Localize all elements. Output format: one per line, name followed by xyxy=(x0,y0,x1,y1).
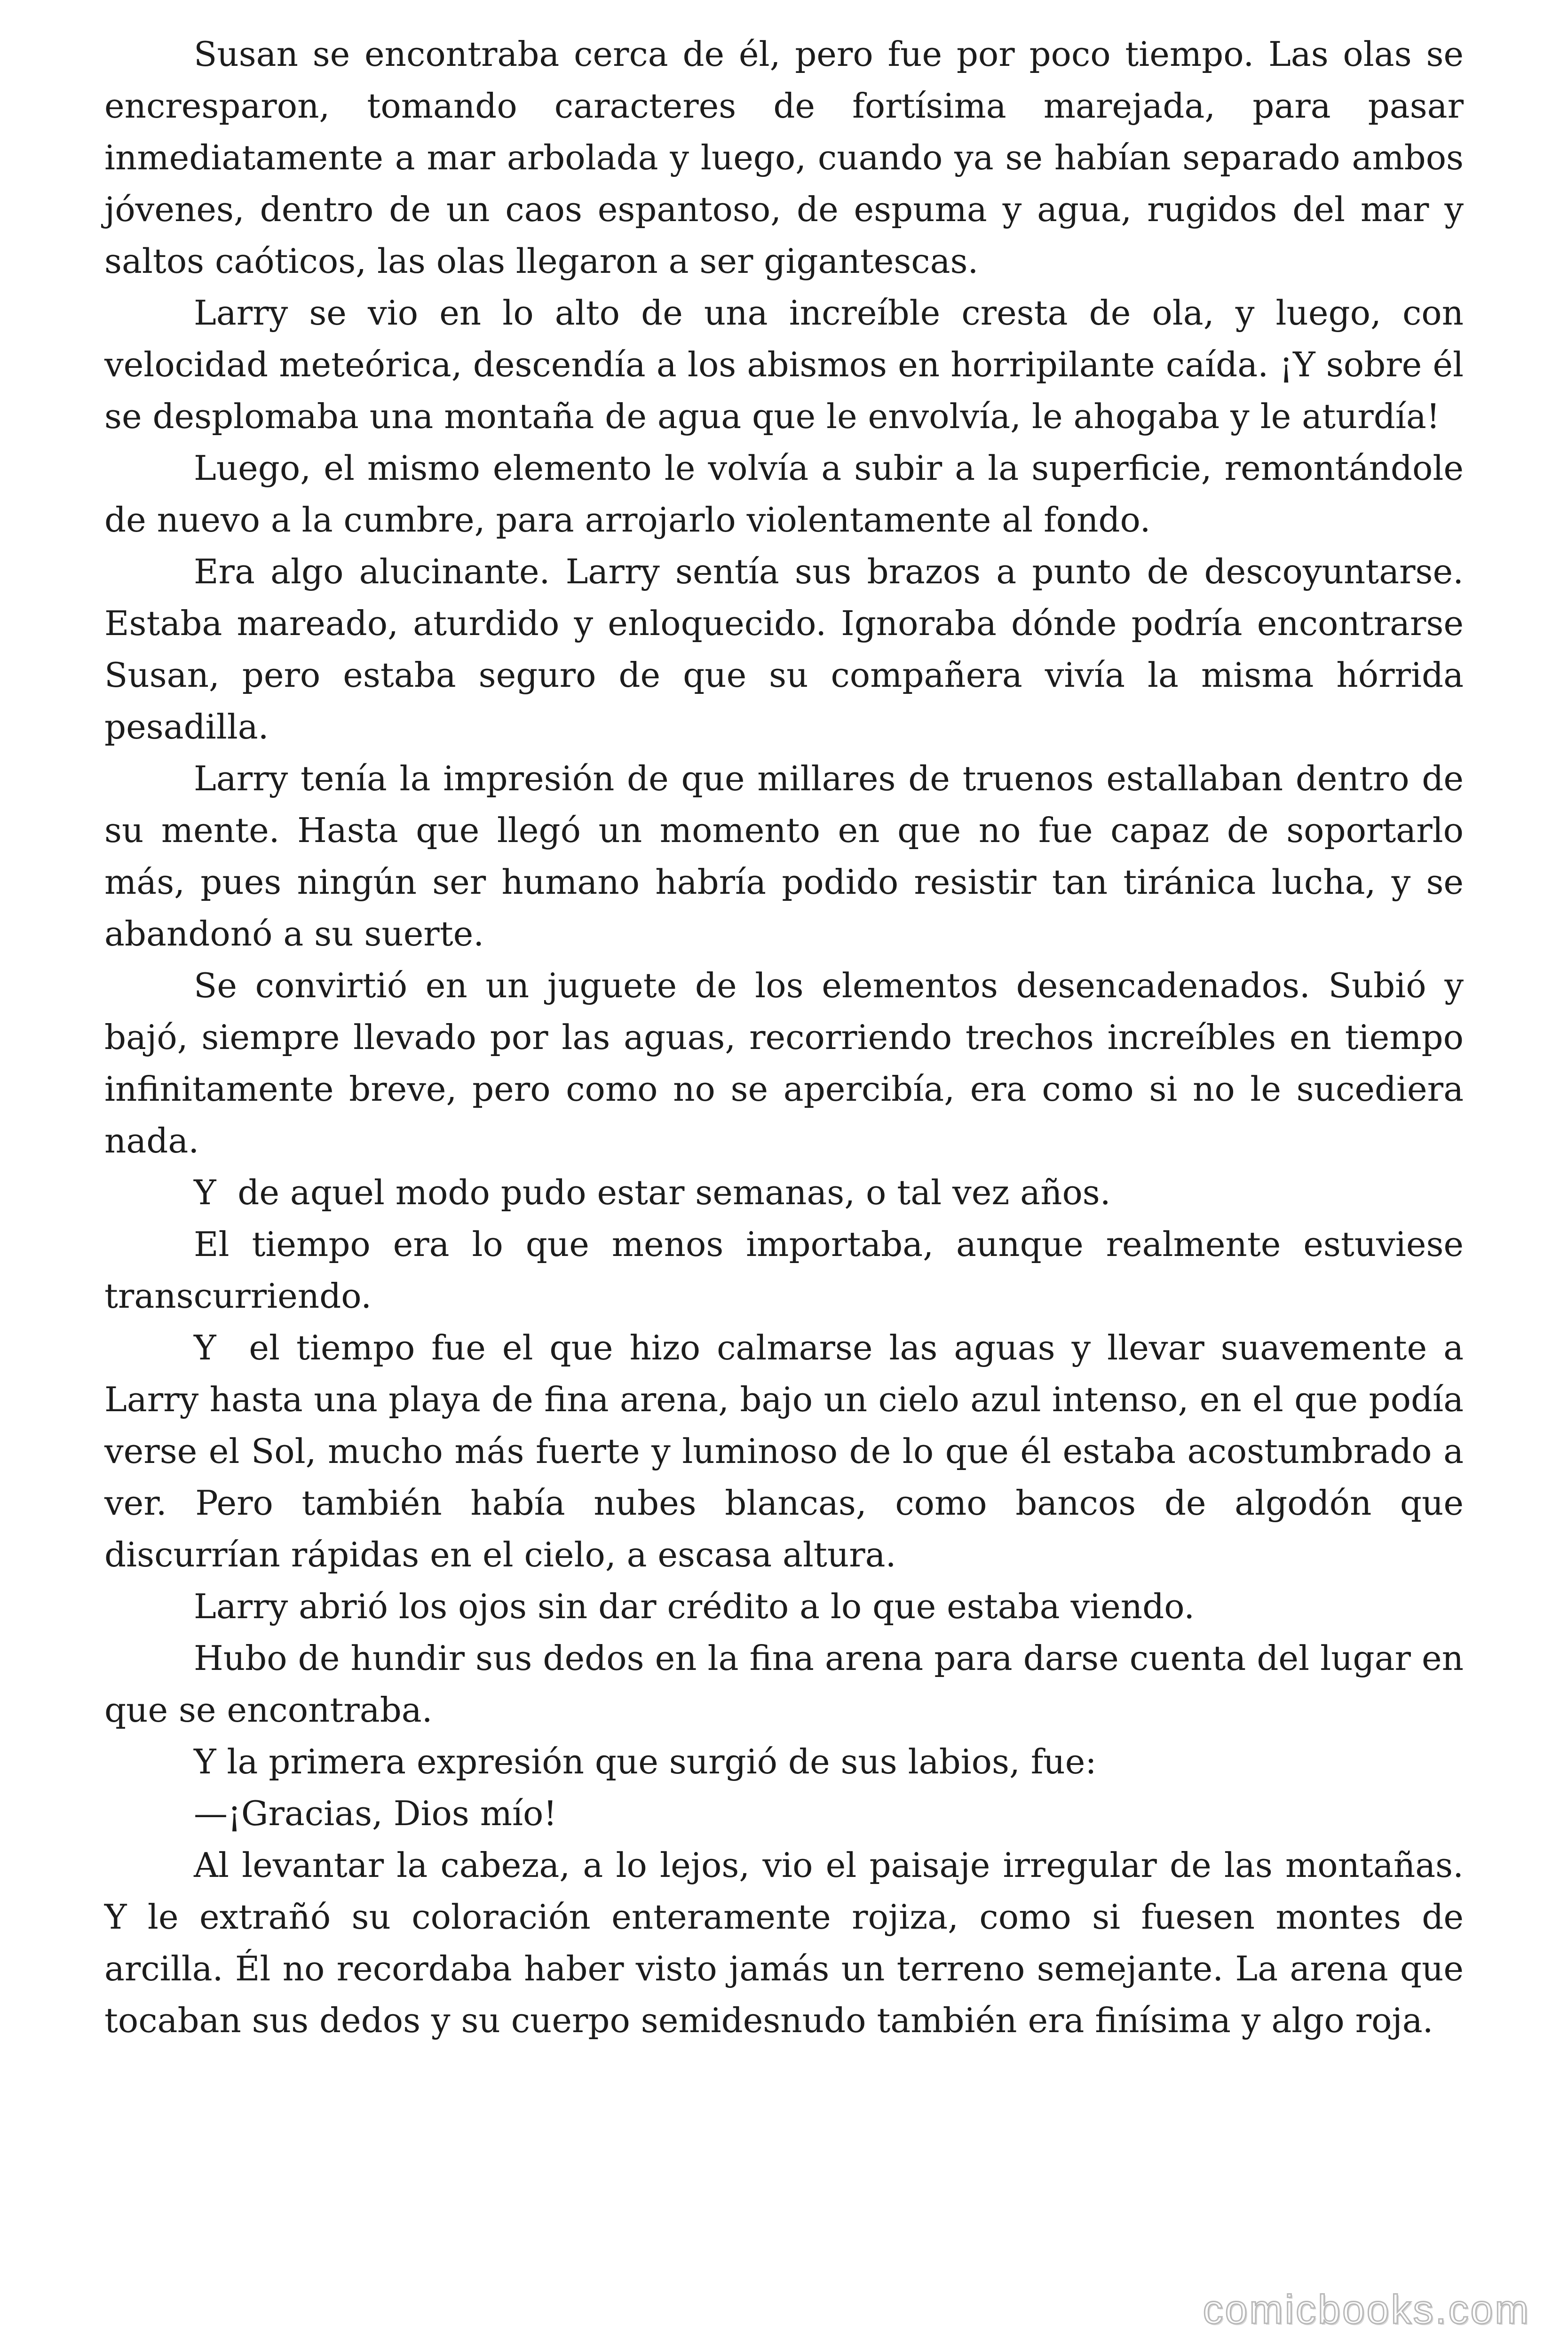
paragraph: Susan se encontraba cerca de él, pero fue por poco tiempo. Las olas se encresparon, tomando caracteres de fortísima marejada, para pasar inmediatamente a mar arbolada y luego, cuando ya se habían separado ambos jóvenes, dentro de un caos espantoso, de espuma y agua, rugidos del mar y saltos caóticos, las olas llegaron a ser gigantescas. xyxy=(104,34,1464,281)
paragraph: Luego, el mismo elemento le volvía a subir a la superficie, remontándole de nuevo a la cumbre, para arrojarlo violentamente al fondo. xyxy=(104,448,1464,540)
paragraph: Larry abrió los ojos sin dar crédito a lo que estaba viendo. xyxy=(194,1587,1195,1626)
paragraph: —¡Gracias, Dios mío! xyxy=(194,1794,557,1833)
paragraph: El tiempo era lo que menos importaba, aunque realmente estuviese transcurriendo. xyxy=(104,1224,1464,1316)
paragraph: Y el tiempo fue el que hizo calmarse las aguas y llevar suavemente a Larry hasta una playa de fina arena, bajo un cielo azul intenso, en el que podía verse el Sol, mucho más fuerte y luminoso de lo que él estaba acostumbrado a ver. Pero también había nubes blancas, como bancos de algodón que discurrían rápidas en el cielo, a escasa altura. xyxy=(104,1328,1474,1574)
page-body xyxy=(104,28,1474,2046)
watermark: comicbooks.com xyxy=(1203,2287,1530,2332)
paragraph: Y de aquel modo pudo estar semanas, o tal vez años. xyxy=(194,1173,1111,1212)
paragraph: Larry se vio en lo alto de una increíble cresta de ola, y luego, con velocidad meteórica, descendía a los abismos en horripilante caída. ¡Y sobre él se desplomaba una montaña de agua que le envolvía, le ahogaba y le aturdía! xyxy=(104,293,1464,436)
paragraph: Hubo de hundir sus dedos en la fina arena para darse cuenta del lugar en que se encontraba. xyxy=(104,1638,1464,1730)
paragraph: Al levantar la cabeza, a lo lejos, vio el paisaje irregular de las montañas. Y le extrañó su coloración enteramente rojiza, como si fuesen montes de arcilla. Él no recordaba haber visto jamás un terreno semejante. La arena que tocaban sus dedos y su cuerpo semidesnudo también era finísima y algo roja. xyxy=(104,1845,1464,2040)
paragraph: Y la primera expresión que surgió de sus labios, fue: xyxy=(194,1742,1097,1781)
paragraph: Larry tenía la impresión de que millares de truenos estallaban dentro de su mente. Hasta que llegó un momento en que no fue capaz de soportarlo más, pues ningún ser humano habría podido resistir tan tiránica lucha, y se abandonó a su suerte. xyxy=(104,759,1464,954)
paragraph: Era algo alucinante. Larry sentía sus brazos a punto de descoyuntarse. Estaba mareado, aturdido y enloquecido. Ignoraba dónde podría encontrarse Susan, pero estaba seguro de que su compañera vivía la misma hórrida pesadilla. xyxy=(104,552,1464,747)
paragraph: Se convirtió en un juguete de los elementos desencadenados. Subió y bajó, siempre llevado por las aguas, recorriendo trechos increíbles en tiempo infinitamente breve, pero como no se apercibía, era como si no le sucediera nada. xyxy=(104,966,1464,1160)
